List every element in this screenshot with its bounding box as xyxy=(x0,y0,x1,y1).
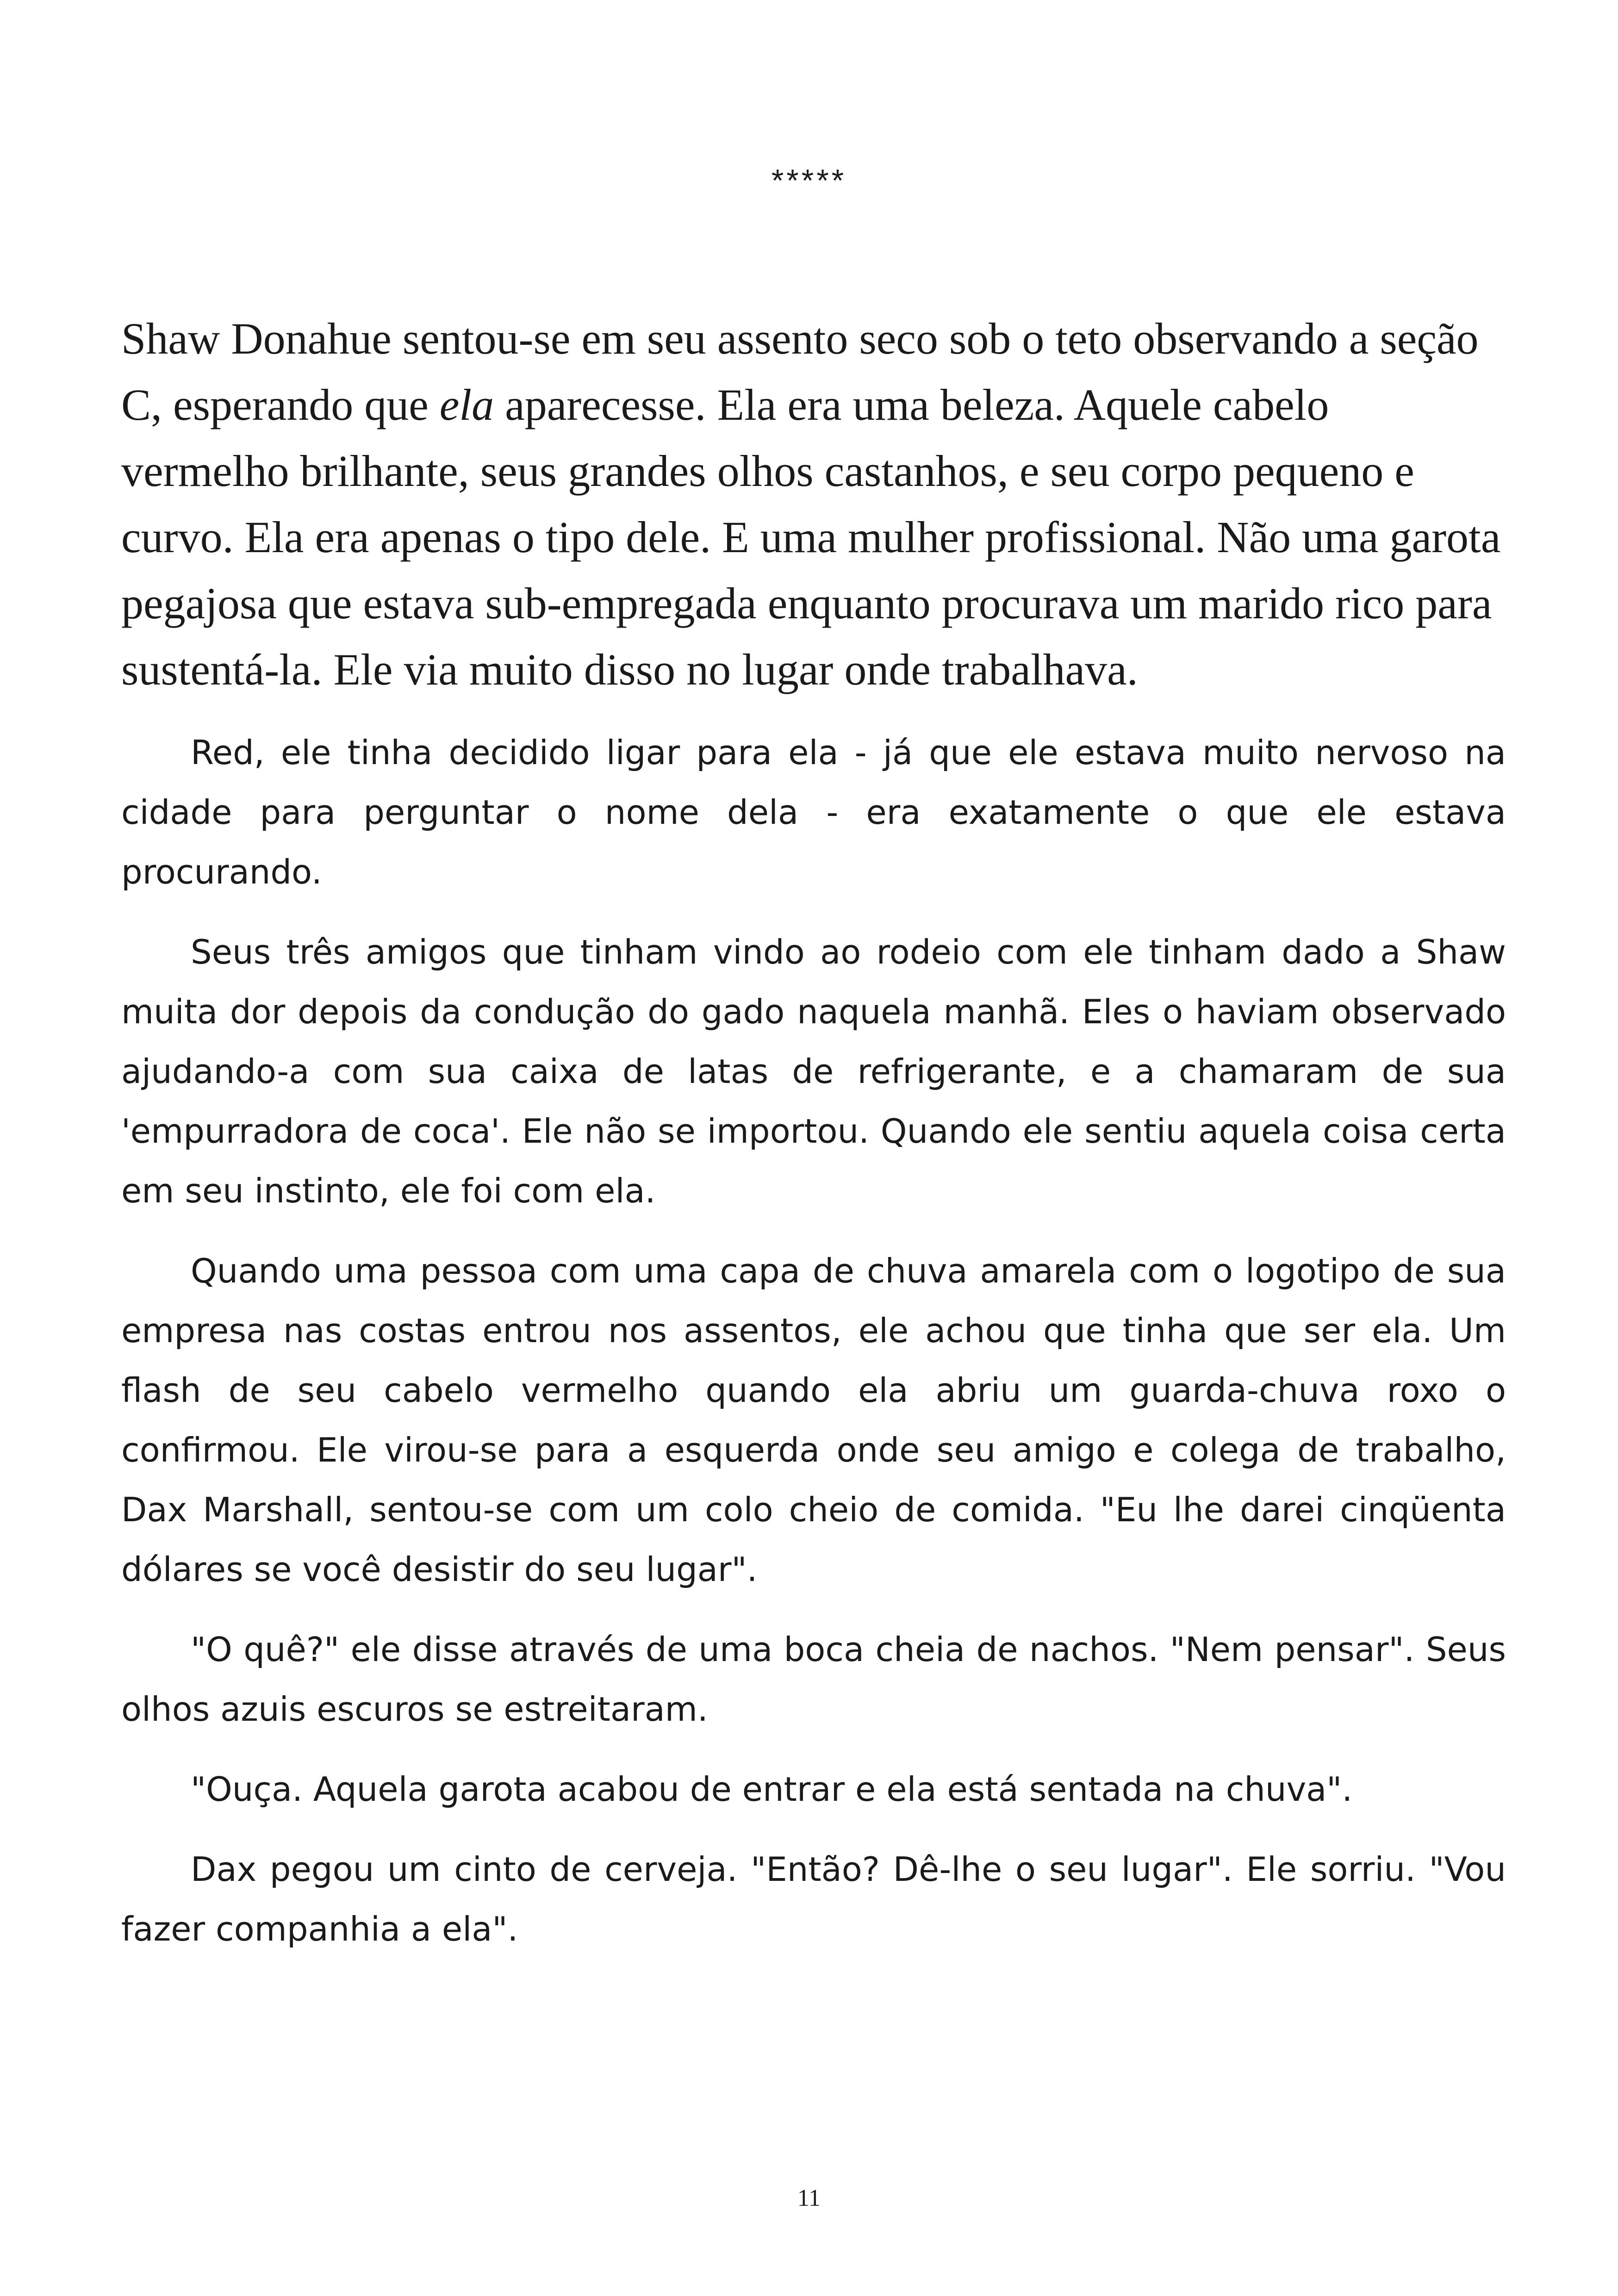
paragraph-3: Seus três amigos que tinham vindo ao rodeio com ele tinham dado a Shaw muita dor depois da condução do gado naquela manhã. Eles o haviam observado ajudando-a com sua caixa de latas de refrigerante, e a chamaram de sua 'empurradora de coca'. Ele não se importou. Quando ele sentiu aquela coisa certa em seu instinto, ele foi com ela. xyxy=(121,933,1506,1210)
paragraph-1-italic: ela xyxy=(439,380,494,429)
paragraph-2: Red, ele tinha decidido ligar para ela - já que ele estava muito nervoso na cidade para perguntar o nome dela - era exatamente o que ele estava procurando. xyxy=(121,733,1506,891)
paragraph-1-text-b: aparecesse. Ela era uma beleza. Aquele cabelo vermelho brilhante, seus grandes olhos castanhos, e seu corpo pequeno e curvo. Ela era apenas o tipo dele. E uma mulher profissional. Não uma garota pegajosa que estava sub-empregada enquanto procurava um marido rico para sustentá-la. Ele via muito disso no lugar onde trabalhava. xyxy=(121,380,1501,694)
page-number: 11 xyxy=(797,2185,821,2211)
paragraph-1-text-a: Shaw Donahue sentou-se em seu assento seco sob o teto observando a seção C, esperando que xyxy=(121,314,1479,429)
paragraph-6: "Ouça. Aquela garota acabou de entrar e ela está sentada na chuva". xyxy=(191,1770,1353,1809)
paragraph-7: Dax pegou um cinto de cerveja. "Então? Dê-lhe o seu lugar". Ele sorriu. "Vou fazer companhia a ela". xyxy=(121,1850,1506,1948)
section-separator: ***** xyxy=(771,163,847,198)
paragraph-5: "O quê?" ele disse através de uma boca cheia de nachos. "Nem pensar". Seus olhos azuis escuros se estreitaram. xyxy=(121,1630,1506,1729)
paragraph-1 xyxy=(121,305,1506,703)
paragraph-4: Quando uma pessoa com uma capa de chuva amarela com o logotipo de sua empresa nas costas entrou nos assentos, ele achou que tinha que ser ela. Um flash de seu cabelo vermelho quando ela abriu um guarda-chuva roxo o confirmou. Ele virou-se para a esquerda onde seu amigo e colega de trabalho, Dax Marshall, sentou-se com um colo cheio de comida. "Eu lhe darei cinqüenta dólares se você desistir do seu lugar". xyxy=(121,1251,1506,1589)
body-text xyxy=(121,305,1506,1959)
